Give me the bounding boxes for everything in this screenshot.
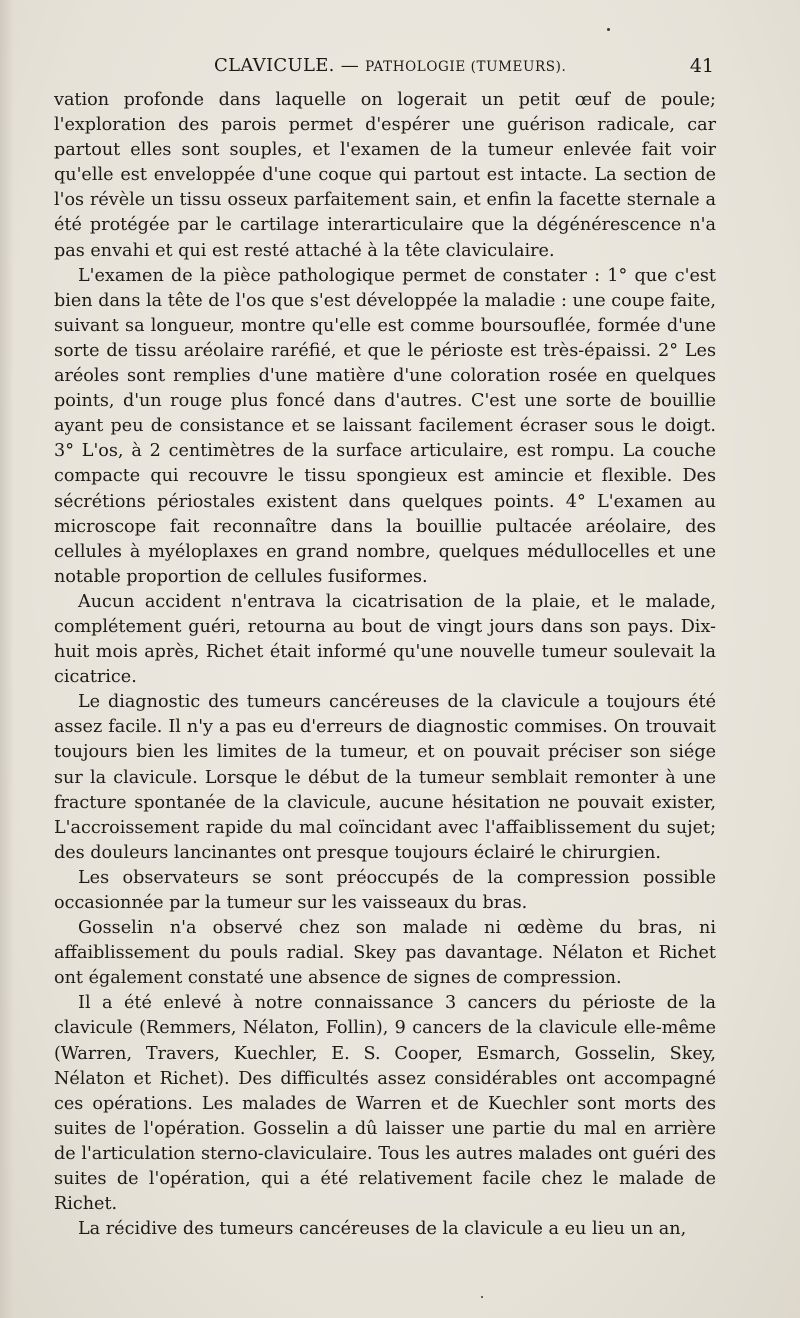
- page-gutter-shadow: [0, 0, 14, 1318]
- paragraph: L'examen de la pièce pathologique permet de constater : 1° que c'est bien dans la tête de l'os que s'est développée la maladie : une coupe faite, suivant sa longueur, montre qu'elle est comme boursouflée, formée d'une sorte de tissu aréolaire raréfié, et que le périoste est très-épaissi. 2° Les aréoles sont remplies d'une matière d'une coloration rosée en quelques points, d'un rouge plus foncé dans d'autres. C'est une sorte de bouillie ayant peu de consistance et se laissant facilement écraser sous le doigt. 3° L'os, à 2 centimètres de la surface articulaire, est rompu. La couche compacte qui recouvre le tissu spongieux est amincie et flexible. Des sécrétions périostales existent dans quelques points. 4° L'examen au microscope fait reconnaître dans la bouillie pultacée aréolaire, des cellules à myéloplaxes en grand nombre, quelques médullocelles et une notable proportion de cellules fusiformes.: [54, 265, 716, 587]
- running-head-dash: —: [340, 55, 360, 76]
- paragraph-continued: vation profonde dans laquelle on logerait un petit œuf de poule; l'exploration des parois permet d'espérer une guérison radicale, car partout elles sont souples, et l'examen de la tumeur enlevée fait voir qu'elle est enveloppée d'une coque qui partout est intacte. La section de l'os révèle un tissu osseux parfaitement sain, et enfin la facette sternale a été protégée par le cartilage interarticulaire que la dégénérescence n'a pas envahi et qui est resté attaché à la tête claviculaire.: [54, 90, 716, 261]
- paragraph: Les observateurs se sont préoccupés de la compression possible occasionnée par la tumeur sur les vaisseaux du bras.: [54, 867, 716, 913]
- paragraph: Aucun accident n'entrava la cicatrisation de la plaie, et le malade, complétement guéri, retourna au bout de vingt jours dans son pays. Dix-huit mois après, Richet était informé qu'une nouvelle tumeur soulevait la cicatrice.: [54, 591, 716, 688]
- page-header: [54, 55, 716, 85]
- paragraph: Le diagnostic des tumeurs cancéreuses de la clavicule a toujours été assez facile. Il n'y a pas eu d'erreurs de diagnostic commises. On trouvait toujours bien les limites de la tumeur, et on pouvait préciser son siége sur la clavicule. Lorsque le début de la tumeur semblait remonter à une fracture spontanée de la clavicule, aucune hésitation ne pouvait exister, L'accroissement rapide du mal coïncidant avec l'affaiblissement du sujet; des douleurs lancinantes ont presque toujours éclairé le chirurgien.: [54, 692, 716, 863]
- running-head-subtitle: PATHOLOGIE (TUMEURS).: [365, 59, 567, 75]
- running-head: [214, 55, 566, 76]
- page-number: 41: [689, 55, 714, 77]
- ink-speck: [607, 28, 610, 31]
- running-head-title: CLAVICULE.: [214, 55, 335, 76]
- paragraph: Gosselin n'a observé chez son malade ni œdème du bras, ni affaiblissement du pouls radial. Skey pas davantage. Nélaton et Richet ont également constaté une absence de signes de compression.: [54, 918, 716, 989]
- paragraph: Il a été enlevé à notre connaissance 3 cancers du périoste de la clavicule (Remmers, Nélaton, Follin), 9 cancers de la clavicule elle-même (Warren, Travers, Kuechler, E. S. Cooper, Esmarch, Gosselin, Skey, Nélaton et Richet). Des difficultés assez considérables ont accompagné ces opérations. Les malades de Warren et de Kuechler sont morts des suites de l'opération. Gosselin a dû laisser une partie du mal en arrière de l'articulation sterno-claviculaire. Tous les autres malades ont guéri des suites de l'opération, qui a été relativement facile chez le malade de Richet.: [54, 993, 716, 1215]
- body-text: [54, 88, 716, 1242]
- ink-speck: [481, 1296, 483, 1298]
- paragraph: La récidive des tumeurs cancéreuses de la clavicule a eu lieu un an,: [78, 1219, 687, 1240]
